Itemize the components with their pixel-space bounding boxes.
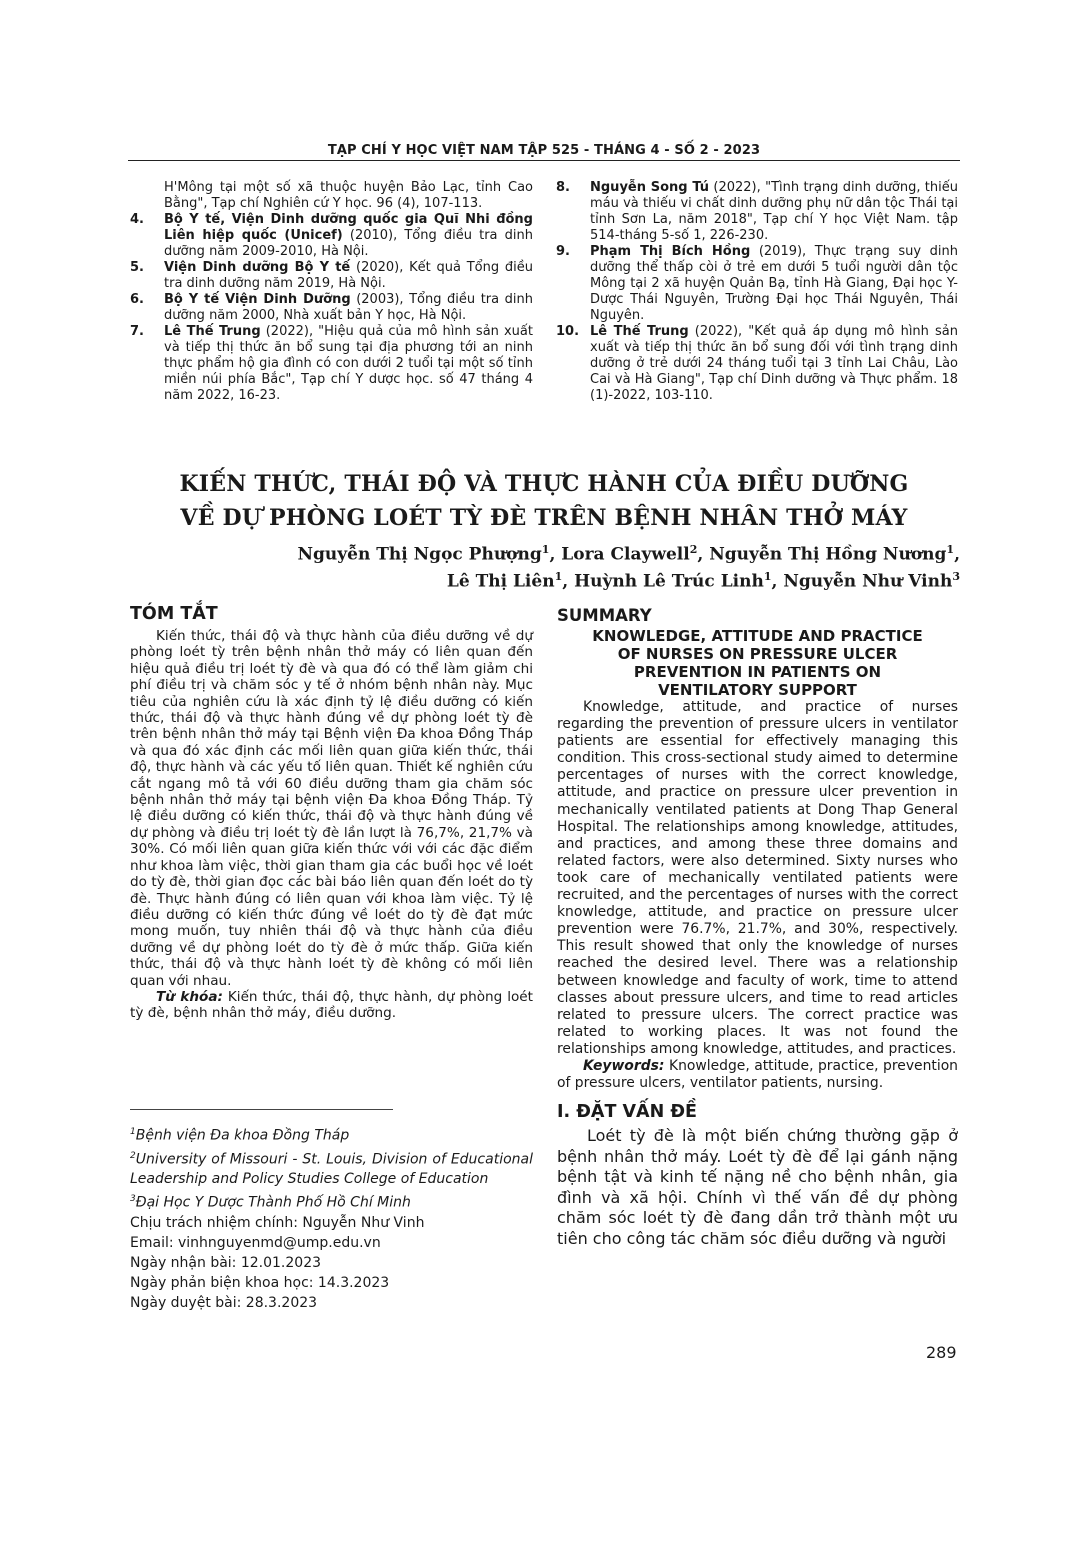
keywords: [130, 989, 533, 1022]
author-affiliation-marker: 1: [554, 570, 563, 583]
affiliation-marker: 2: [130, 1150, 136, 1161]
reference-author: Nguyễn Song Tú: [590, 180, 710, 195]
summary-title-line: VENTILATORY SUPPORT: [658, 681, 857, 699]
reference-item: [130, 324, 533, 404]
reference-text: (2022), "Tình trạng dinh dưỡng, thiếu máu và thiếu vi chất dinh dưỡng phụ nữ dân tộc Thái tại tỉnh Sơn La, năm 2018", Tạp chí Y học Việt Nam. tập 514-tháng 5-số 1, 226-230.: [590, 180, 958, 243]
reference-text: (2019), Thực trạng suy dinh dưỡng thể thấp còi ở trẻ em dưới 5 tuổi người dân tộc Mông tại 2 xã huyện Quản Bạ, tỉnh Hà Giang, Đại học Y-Dược Thái Nguyên, Trường Đại học Thái Nguyên, Thái Nguyên.: [590, 244, 958, 323]
abstract-paragraph: Kiến thức, thái độ và thực hành của điều dưỡng về dự phòng loét tỳ trên bệnh nhân thở máy có liên quan đến hiệu quả điều trị loét tỳ đè và qua đó có thể làm giảm chi phí điều trị và chăm sóc y tế ở nhóm bệnh nhân này. Mục tiêu của nghiên cứu là xác định tỷ lệ điều dưỡng có kiến thức, thái độ và thực hành đúng về dự phòng loét tỳ đè trên bệnh nhân thở máy tại Bệnh viện Đa khoa Đồng Tháp và qua đó xác định các mối liên quan giữa kiến thức, thái độ, thực hành và các yếu tố liên quan. Thiết kế nghiên cứu cắt ngang mô tả với 60 điều dưỡng tham gia chăm sóc bệnh nhân thở máy tại bệnh viện Đa khoa Đồng Tháp. Tỷ lệ điều dưỡng có kiến thức, thái độ và thực hành đúng về dự phòng và điều trị loét tỳ đè lần lượt là 76,7%, 21,7% và 30%. Có mối liên quan giữa kiến thức với với các đặc điểm như khoa làm việc, thời gian tham gia các buổi học về loét do tỳ đè, thời gian đọc các bài báo liên quan đến loét do tỳ đè. Thực hành đúng có liên quan với khoa làm việc. Tỷ lệ điều dưỡng có kiến thức đúng về loét do tỳ đè đạt mức mong muốn, tuy nhiên thái độ và thực hành của điều dưỡng về dự phòng loét do tỳ đè ở mức thấp. Giữa kiến thức, thái độ và thực hành loét tỳ đè không có mối liên quan với nhau.: [130, 628, 533, 989]
reference-text: (2003), Tổng điều tra dinh dưỡng năm 2000, Nhà xuất bản Y học, Hà Nội.: [164, 292, 533, 323]
summary-heading: SUMMARY: [557, 606, 652, 625]
author-affiliation-marker: 2: [689, 543, 698, 556]
summary-title-line: KNOWLEDGE, ATTITUDE AND PRACTICE: [592, 627, 923, 645]
date-approved: Ngày duyệt bài: 28.3.2023: [130, 1294, 318, 1311]
affiliation-2: [130, 1146, 533, 1190]
reference-item: [130, 260, 533, 292]
summary-title-line: PREVENTION IN PATIENTS ON: [633, 663, 882, 681]
journal-header: TẠP CHÍ Y HỌC VIỆT NAM TẬP 525 - THÁNG 4 - SỐ 2 - 2023: [327, 143, 761, 158]
affiliation-text: Bệnh viện Đa khoa Đồng Tháp: [135, 1127, 350, 1144]
reference-item: [556, 244, 958, 324]
affiliation-text: Đại Học Y Dược Thành Phố Hồ Chí Minh: [135, 1194, 411, 1211]
author-separator: ,: [954, 544, 960, 565]
author-separator: ,: [697, 544, 710, 565]
affiliation-3: [130, 1189, 533, 1213]
author-separator: ,: [771, 571, 784, 592]
references-left: [130, 180, 533, 404]
author-affiliation-marker: 1: [763, 570, 772, 583]
author-name: Nguyễn Thị Hồng Nương: [709, 544, 947, 565]
affiliation-marker: 1: [130, 1127, 136, 1137]
footnotes: [130, 1122, 533, 1313]
references-right: [556, 180, 958, 404]
reference-author: Viện Dinh dưỡng Bộ Y tế: [164, 260, 351, 275]
authors-line-2: [260, 570, 960, 592]
reference-item: [556, 180, 958, 244]
affiliation-text: University of Missouri - St. Louis, Division of Educational Leadership and Policy Studies College of Education: [130, 1151, 533, 1188]
author-name: Nguyễn Thị Ngọc Phượng: [297, 544, 542, 565]
keywords-label: Keywords:: [583, 1057, 665, 1074]
reference-item: [556, 324, 958, 404]
summary-title-line: OF NURSES ON PRESSURE ULCER: [617, 645, 898, 663]
reference-continuation: H'Mông tại một số xã thuộc huyện Bảo Lạc, tỉnh Cao Bằng", Tạp chí Nghiên cứ Y học. 96 (4), 107-113.: [164, 180, 533, 211]
reference-text: (2020), Kết quả Tổng điều tra dinh dưỡng năm 2019, Hà Nội.: [164, 260, 533, 291]
reference-text: (2010), Tổng điều tra dinh dưỡng năm 2009-2010, Hà Nội.: [164, 228, 533, 259]
date-received: Ngày nhận bài: 12.01.2023: [130, 1254, 322, 1271]
vietnamese-abstract: [130, 604, 533, 1022]
author-separator: ,: [549, 544, 562, 565]
intro-paragraph: Loét tỳ đè là một biến chứng thường gặp ở bệnh nhân thở máy. Loét tỳ đè để lại gánh nặng bệnh tật và kinh tế nặng nề cho bệnh nhân, gia đình và xã hội. Chính vì thế vấn đề dự phòng chăm sóc loét tỳ đè đang dần trở thành một ưu tiên cho công tác chăm sóc điều dưỡng và người: [557, 1126, 958, 1248]
keywords-text: Kiến thức, thái độ, thực hành, dự phòng loét tỳ đè, bệnh nhân thở máy, điều dưỡng.: [130, 988, 533, 1022]
footnote-divider: [130, 1109, 393, 1110]
author-affiliation-marker: 1: [946, 543, 955, 556]
author-affiliation-marker: 1: [541, 543, 550, 556]
reference-author: Lê Thế Trung: [590, 324, 689, 339]
date-reviewed: Ngày phản biện khoa học: 14.3.2023: [130, 1274, 390, 1291]
reference-author: Lê Thế Trung: [164, 324, 261, 339]
reference-number: 5.: [130, 260, 144, 275]
article-title-line-2: VỀ DỰ PHÒNG LOÉT TỲ ĐÈ TRÊN BỆNH NHÂN THỞ MÁY: [180, 505, 908, 531]
author-affiliation-marker: 3: [952, 570, 960, 583]
affiliation-1: [130, 1122, 533, 1146]
reference-number: 4.: [130, 212, 144, 227]
reference-text: (2022), "Hiệu quả của mô hình sản xuất và tiếp thị thức ăn bổ sung tại địa phương tới an ninh thực phẩm hộ gia đình có con dưới 2 tuổi tại một số tỉnh miền núi phía Bắc", Tạp chí Y dược học. số 47 tháng 4 năm 2022, 16-23.: [164, 324, 533, 403]
english-summary: [557, 606, 958, 1249]
author-name: Nguyễn Như Vinh: [783, 571, 953, 592]
reference-author: Bộ Y tế, Viện Dinh dưỡng quốc gia Quĩ Nhi đồng Liên hiệp quốc (Unicef): [164, 212, 533, 243]
contact-email: Email: vinhnguyenmd@ump.edu.vn: [130, 1234, 381, 1251]
summary-paragraph: Knowledge, attitude, and practice of nurses regarding the prevention of pressure ulcers in ventilator patients are essential for effectively managing this condition. This cross-sectional study aimed to determine percentages of nurses with the correct knowledge, attitude, and practice on pressure ulcer prevention in mechanically ventilated patients at Dong Thap General Hospital. The relationships among knowledge, attitudes, and practices, and among these three domains and related factors, were also determined. Sixty nurses who took care of mechanically ventilated patients were recruited, and the percentages of nurses with the correct knowledge, attitude, and practice on pressure ulcer prevention were 76.7%, 21.7%, and 30%, respectively. This result showed that only the knowledge of nurses reached the desired level. There was a relationship between knowledge and faculty of work, time to attend classes about pressure ulcers, and time to read articles related to pressure ulcers. The correct practice was related to working places. It was not found the relationships among knowledge, attitudes, and practices.: [557, 699, 958, 1057]
authors-line-1: [260, 543, 960, 565]
reference-number: 6.: [130, 292, 144, 307]
summary-title: [557, 627, 958, 699]
reference-item: [130, 292, 533, 324]
abstract-heading: TÓM TẮT: [130, 604, 218, 624]
page-number: 289: [926, 1343, 957, 1362]
summary-body: [557, 699, 958, 1092]
header-divider: [128, 160, 960, 161]
reference-number: 9.: [556, 244, 570, 259]
reference-item: [130, 212, 533, 260]
author-separator: ,: [562, 571, 575, 592]
reference-number: 7.: [130, 324, 144, 339]
reference-author: Bộ Y tế Viện Dinh Dưỡng: [164, 292, 351, 307]
introduction: [557, 1126, 958, 1249]
author-name: Lora Claywell: [561, 544, 690, 565]
keywords-label: Từ khóa:: [156, 988, 223, 1005]
reference-number: 10.: [556, 324, 580, 339]
section-heading: I. ĐẶT VẤN ĐỀ: [557, 1102, 697, 1123]
keywords: [557, 1058, 958, 1092]
reference-author: Phạm Thị Bích Hồng: [590, 244, 751, 259]
corresponding-author: Chịu trách nhiệm chính: Nguyễn Như Vinh: [130, 1214, 425, 1231]
author-name: Huỳnh Lê Trúc Linh: [574, 571, 764, 592]
author-name: Lê Thị Liên: [446, 571, 555, 592]
article-title-line-1: KIẾN THỨC, THÁI ĐỘ VÀ THỰC HÀNH CỦA ĐIỀU DƯỠNG: [179, 471, 909, 497]
reference-number: 8.: [556, 180, 570, 195]
reference-text: (2022), "Kết quả áp dụng mô hình sản xuất và tiếp thị thức ăn bổ sung đối với tình trạng dinh dưỡng ở trẻ dưới 24 tháng tuổi tại 3 tỉnh Lai Châu, Lào Cai và Hà Giang", Tạp chí Dinh dưỡng và Thực phẩm. 18 (1)-2022, 103-110.: [590, 324, 958, 403]
keywords-text: Knowledge, attitude, practice, prevention of pressure ulcers, ventilator patients, nursing.: [557, 1057, 958, 1092]
affiliation-marker: 3: [130, 1194, 136, 1205]
abstract-body: [130, 628, 533, 1022]
